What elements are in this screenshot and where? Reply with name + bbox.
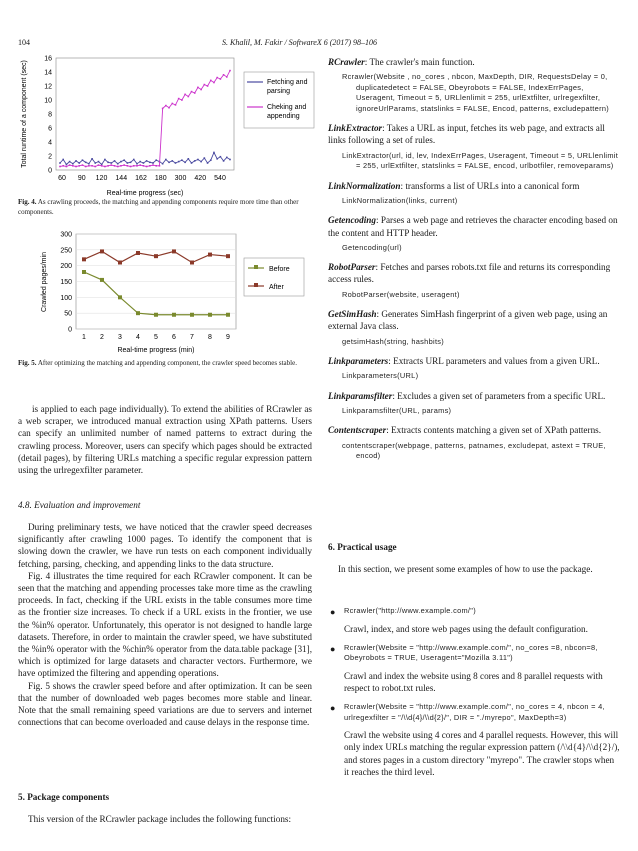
y-tick-label: 0 (48, 167, 52, 175)
y-tick-label: 10 (44, 97, 52, 105)
function-entry (328, 180, 620, 207)
data-point (114, 165, 116, 167)
y-tick-label: 250 (60, 247, 72, 255)
data-point (226, 157, 228, 159)
data-point (171, 160, 173, 162)
y-tick-label: 200 (60, 263, 72, 271)
example-description: Crawl, index, and store web pages using the default configuration. (344, 623, 588, 634)
function-description: : The crawler's main function. (364, 57, 475, 67)
data-point (139, 164, 141, 166)
legend-checking: Cheking and (267, 104, 307, 111)
function-signature: contentscraper(webpage, patterns, patnames, excludepat, astext = TRUE, encod) (342, 440, 606, 461)
figure-4-chart (16, 52, 316, 202)
data-point (220, 156, 222, 158)
data-point (100, 249, 104, 253)
data-point (62, 159, 64, 161)
data-point (69, 161, 71, 163)
usage-examples (328, 598, 620, 778)
data-point (191, 162, 193, 164)
data-point (85, 166, 87, 168)
data-point (226, 76, 228, 78)
x-tick-label: 4 (136, 334, 140, 341)
data-point (120, 165, 122, 167)
function-name: RobotParser (328, 262, 376, 273)
function-signature: LinkNormalization(links, current) (342, 195, 458, 205)
data-point (175, 104, 177, 106)
data-point (200, 161, 202, 163)
data-point (208, 253, 212, 257)
data-point (117, 163, 119, 165)
data-point (178, 98, 180, 100)
y-tick-label: 12 (44, 83, 52, 91)
legend-before: Before (269, 266, 290, 273)
data-point (133, 159, 135, 161)
data-point (152, 162, 154, 164)
function-description: : Fetches and parses robots.txt file and returns its corresponding access rules. (328, 262, 611, 285)
data-point (88, 163, 90, 165)
example-description: Crawl the website using 4 cores and 4 parallel requests. However, this will only index URLs matching the regular expression pattern (/\\d{4}/\\d{2}/), and stores pages in a custom directory "myrepo". The crawler stops when it reaches the third level. (344, 730, 620, 777)
data-point (159, 165, 161, 167)
data-point (130, 162, 132, 164)
data-point (59, 162, 61, 164)
data-point (94, 162, 96, 164)
x-tick-label: 60 (58, 175, 66, 182)
x-tick-label: 1 (82, 334, 86, 341)
function-signature: getsimHash(string, hashbits) (342, 336, 445, 346)
x-tick-label: 420 (194, 175, 207, 182)
data-point (175, 162, 177, 164)
section-6-heading: 6. Practical usage (328, 542, 397, 552)
function-description: : Generates SimHash fingerprint of a given web page, using an external Java class. (328, 309, 608, 332)
function-description: : Extracts URL parameters and values from a given URL. (388, 356, 600, 367)
legend-after: After (269, 284, 284, 291)
data-point (213, 152, 215, 154)
x-tick-label: 180 (154, 175, 167, 182)
legend (244, 72, 314, 128)
function-signature: Getencoding(url) (342, 242, 402, 252)
data-point (111, 164, 113, 166)
section-5-heading: 5. Package components (18, 792, 110, 802)
function-name: Contentscraper (328, 425, 387, 436)
data-point (188, 96, 190, 98)
data-point (82, 270, 86, 274)
section-4-8-heading: 4.8. Evaluation and improvement (18, 500, 141, 510)
caption-text: As crawling proceeds, the matching and appending components require more time than other components. (18, 198, 299, 216)
data-point (216, 77, 218, 79)
data-point (162, 163, 164, 165)
data-point (82, 164, 84, 166)
y-tick-label: 100 (60, 294, 72, 302)
running-title: S. Khalil, M. Fakir / SoftwareX 6 (2017) 98–106 (222, 38, 378, 47)
function-name: LinkExtractor (328, 123, 383, 134)
data-point (149, 165, 151, 167)
data-point (184, 94, 186, 96)
function-entry (328, 261, 620, 300)
caption-text: After optimizing the matching and appending component, the crawler speed becomes stable. (37, 359, 297, 367)
data-point (104, 159, 106, 161)
data-point (136, 165, 138, 167)
data-point (207, 85, 209, 87)
function-signature: Linkparamsfilter(URL, params) (342, 405, 452, 415)
x-tick-label: 300 (174, 175, 187, 182)
data-point (191, 91, 193, 93)
figure-4-caption (18, 197, 316, 217)
function-entry (328, 308, 620, 347)
paragraph: is applied to each page individually). To extend the abilities of RCrawler as a web scraper, we introduced manual extraction using XPath patterns. Users can specify an unlimited number of named patterns to extract during the crawling process. Moreover, users can specify which pages should be extracted (detail pages), by filtering URLs matching a specific regular expression pattern using the urlregexfilter parameter. (18, 404, 312, 476)
y-axis-label: Total runtime of a component (sec) (21, 60, 28, 168)
bullet-icon: ● (330, 643, 336, 654)
data-point (208, 313, 212, 317)
data-point (181, 99, 183, 101)
data-point (111, 162, 113, 164)
data-point (168, 107, 170, 109)
function-description: : Parses a web page and retrieves the character encoding based on the content and HTTP header. (328, 215, 618, 238)
bullet-icon: ● (330, 607, 336, 617)
data-point (171, 103, 173, 105)
x-tick-label: 90 (77, 175, 86, 182)
function-entry (328, 214, 620, 253)
data-point (101, 164, 103, 166)
data-point (226, 313, 230, 317)
left-column-text-2 (18, 521, 312, 728)
function-name: GetSimHash (328, 309, 377, 320)
data-point (178, 161, 180, 163)
data-point (107, 162, 109, 164)
data-point (165, 105, 167, 107)
data-point (136, 311, 140, 315)
data-point (152, 164, 154, 166)
y-tick-label: 300 (60, 231, 72, 239)
y-tick-label: 50 (64, 310, 72, 318)
data-point (78, 162, 80, 164)
example-code: Rcrawler(Website = "http://www.example.com/", no_cores =8, nbcon=8, Obeyrobots = TRUE, Useragent="Mozilla 3.11") (344, 642, 598, 663)
data-point (82, 159, 84, 161)
data-point (82, 257, 86, 261)
function-entry (328, 390, 620, 417)
data-point (130, 166, 132, 168)
data-point (75, 166, 77, 168)
data-point (229, 70, 231, 72)
data-point (107, 165, 109, 167)
x-tick-label: 540 (214, 175, 226, 182)
y-axis-label: Crawled pages/min (41, 252, 48, 312)
data-point (204, 157, 206, 159)
x-axis-label: Real-time progress (sec) (106, 190, 184, 197)
data-point (194, 160, 196, 162)
data-point (162, 108, 164, 110)
x-tick-label: 144 (115, 175, 128, 182)
x-tick-label: 9 (226, 334, 230, 341)
function-signature: LinkExtractor(url, id, lev, IndexErrPages, Useragent, Timeout = 5, URLlenlimit = 255, urlExtfilter, statslinks = FALSE, encod, urlbotfiler, removeparams) (342, 150, 619, 171)
data-point (223, 74, 225, 76)
data-point (127, 165, 129, 167)
data-point (66, 164, 68, 166)
data-point (188, 158, 190, 160)
data-point (123, 164, 125, 166)
data-point (85, 162, 87, 164)
data-point (172, 249, 176, 253)
function-description: : Excludes a given set of parameters from a specific URL. (392, 390, 606, 401)
legend-checking-2: appending (267, 113, 300, 120)
data-point (72, 165, 74, 167)
example-code: Rcrawler("http://www.example.com/") (344, 606, 476, 615)
function-name: RCrawler (328, 57, 365, 67)
y-tick-label: 4 (48, 139, 52, 147)
function-name: LinkNormalization (328, 180, 401, 191)
data-point (98, 164, 100, 166)
data-point (117, 166, 119, 168)
function-signature: RobotParser(website, useragent) (342, 289, 460, 299)
x-tick-label: 6 (172, 334, 176, 341)
y-tick-label: 8 (48, 111, 52, 119)
paragraph: This version of the RCrawler package includes the following functions: (28, 814, 292, 824)
data-point (216, 158, 218, 160)
data-point (194, 92, 196, 94)
data-point (100, 278, 104, 282)
y-tick-label: 14 (44, 69, 52, 77)
x-tick-label: 7 (190, 334, 194, 341)
function-description: : transforms a list of URLs into a canonical form (400, 180, 580, 191)
data-point (66, 166, 68, 168)
data-point (155, 159, 157, 161)
data-point (72, 163, 74, 165)
data-point (200, 89, 202, 91)
x-tick-label: 3 (118, 334, 122, 341)
y-tick-label: 0 (68, 326, 72, 334)
data-point (210, 159, 212, 161)
data-point (204, 84, 206, 86)
function-entry (328, 424, 620, 461)
data-point (223, 160, 225, 162)
data-point (143, 162, 145, 164)
function-entry (328, 355, 620, 382)
data-point (88, 165, 90, 167)
data-point (101, 165, 103, 167)
x-tick-label: 120 (95, 175, 108, 182)
data-point (62, 165, 64, 167)
data-point (190, 313, 194, 317)
data-point (197, 159, 199, 161)
right-column-functions (328, 56, 620, 470)
data-point (136, 251, 140, 255)
y-tick-label: 2 (48, 153, 52, 161)
data-point (168, 162, 170, 164)
data-point (226, 254, 230, 258)
paragraph: In this section, we present some examples of how to use the package. (338, 564, 593, 574)
data-point (197, 87, 199, 89)
plot-area (56, 58, 234, 170)
caption-label: Fig. 5. (18, 359, 37, 367)
legend-fetching-2: parsing (267, 88, 290, 95)
x-tick-label: 8 (208, 334, 212, 341)
figure-5-chart (36, 228, 336, 358)
data-point (190, 261, 194, 265)
data-point (104, 166, 106, 168)
data-point (213, 82, 215, 84)
function-signature: Linkparameters(URL) (342, 371, 419, 381)
data-point (210, 80, 212, 82)
x-axis-label: Real-time progress (min) (117, 347, 195, 354)
data-point (120, 161, 122, 163)
paragraph: Fig. 5 shows the crawler speed before and after optimization. It can be seen that the number of downloaded web pages becomes more stable and linear. Note that the small remaining speed variations are due to servers and internet connections that can become overloaded and cause delays in the response time. (18, 680, 312, 728)
example-item (328, 643, 620, 694)
y-tick-label: 150 (60, 279, 72, 286)
function-signature: Rcrawler(Website , no_cores , nbcon, MaxDepth, DIR, RequestsDelay = 0, duplicatedetect = FALSE, Obeyrobots = FALSE, IndexErrPages, Useragent, Timeout = 5, URLlenlimit = 255, urlExtfilter, urlregexfilter, ignoreUrlParams, statslinks = FALSE, Encod, patterns, excludepattern) (342, 72, 609, 113)
x-tick-label: 2 (100, 334, 104, 341)
example-item (328, 702, 620, 778)
legend-fetching: Fetching and (267, 79, 308, 86)
data-point (229, 159, 231, 161)
caption-label: Fig. 4. (18, 198, 37, 206)
example-description: Crawl and index the website using 8 cores and 8 parallel requests with respect to robot.txt rules. (344, 670, 603, 693)
function-name: Linkparameters (328, 356, 389, 367)
data-point (154, 313, 158, 317)
data-point (139, 161, 141, 163)
left-column-text (18, 403, 312, 476)
data-point (184, 162, 186, 164)
data-point (154, 254, 158, 258)
data-point (75, 160, 77, 162)
y-tick-label: 6 (48, 125, 52, 133)
data-point (118, 295, 122, 299)
data-point (172, 313, 176, 317)
data-point (146, 160, 148, 162)
data-point (94, 166, 96, 168)
figure-5-caption (18, 358, 316, 368)
data-point (133, 165, 135, 167)
data-point (207, 162, 209, 164)
data-point (136, 163, 138, 165)
data-point (59, 166, 61, 168)
function-name: Getencoding (328, 215, 376, 226)
data-point (69, 164, 71, 166)
data-point (149, 162, 151, 164)
bullet-icon: ● (330, 703, 336, 714)
data-point (143, 165, 145, 167)
data-point (123, 159, 125, 161)
paragraph: Fig. 4 illustrates the time required for each RCrawler component. It can be seen that the matching and appending processes take more time as the crawling proceeds. In fact, checking if the URL exists in the table consumes more time as the frontier size increases. To check if a URL exists in the frontier, we use the %in% operator. Unfortunately, this operator is not designed to handle large datasets. Therefore, in order to maintain the crawler speed, we have substituted the %in% operator with the %chin% operator from the data.table package [31], which is optimized for large datasets and character vectors. Furthermore, we have optimized the filtering and appending operations. (18, 570, 312, 679)
data-point (98, 161, 100, 163)
legend (244, 258, 304, 296)
data-point (220, 78, 222, 80)
left-column-text-3 (18, 813, 312, 825)
section-6-intro (328, 563, 620, 575)
data-point (114, 160, 116, 162)
data-point (127, 162, 129, 164)
x-tick-label: 162 (135, 175, 147, 182)
x-tick-label: 5 (154, 334, 158, 341)
data-point (181, 159, 183, 161)
data-point (91, 158, 93, 160)
y-tick-label: 16 (44, 55, 52, 63)
data-point (146, 166, 148, 168)
function-description: : Takes a URL as input, fetches its web page, and extracts all links following a set of rules. (328, 123, 605, 146)
function-entry (328, 56, 620, 114)
data-point (155, 165, 157, 167)
paragraph: During preliminary tests, we have noticed that the crawler speed decreases significantly after crawling 1000 pages. To identify the component that is slowing down the crawler, we have run tests on each component individually fetching, parsing, checking, and appending links to the data structure. (18, 522, 312, 569)
page-number: 104 (18, 38, 30, 47)
data-point (91, 165, 93, 167)
function-entry (328, 122, 620, 171)
data-point (78, 165, 80, 167)
function-description: : Extracts contents matching a given set of XPath patterns. (386, 425, 602, 436)
example-item (328, 606, 620, 635)
example-code: Rcrawler(Website = "http://www.example.com/", no_cores = 4, nbcon = 4, urlregexfilter = "/\\d{4}/\\d{2}/", DIR = "./myrepo", MaxDepth=3) (344, 702, 605, 722)
function-name: Linkparamsfilter (328, 390, 393, 401)
data-point (165, 159, 167, 161)
data-point (118, 261, 122, 265)
